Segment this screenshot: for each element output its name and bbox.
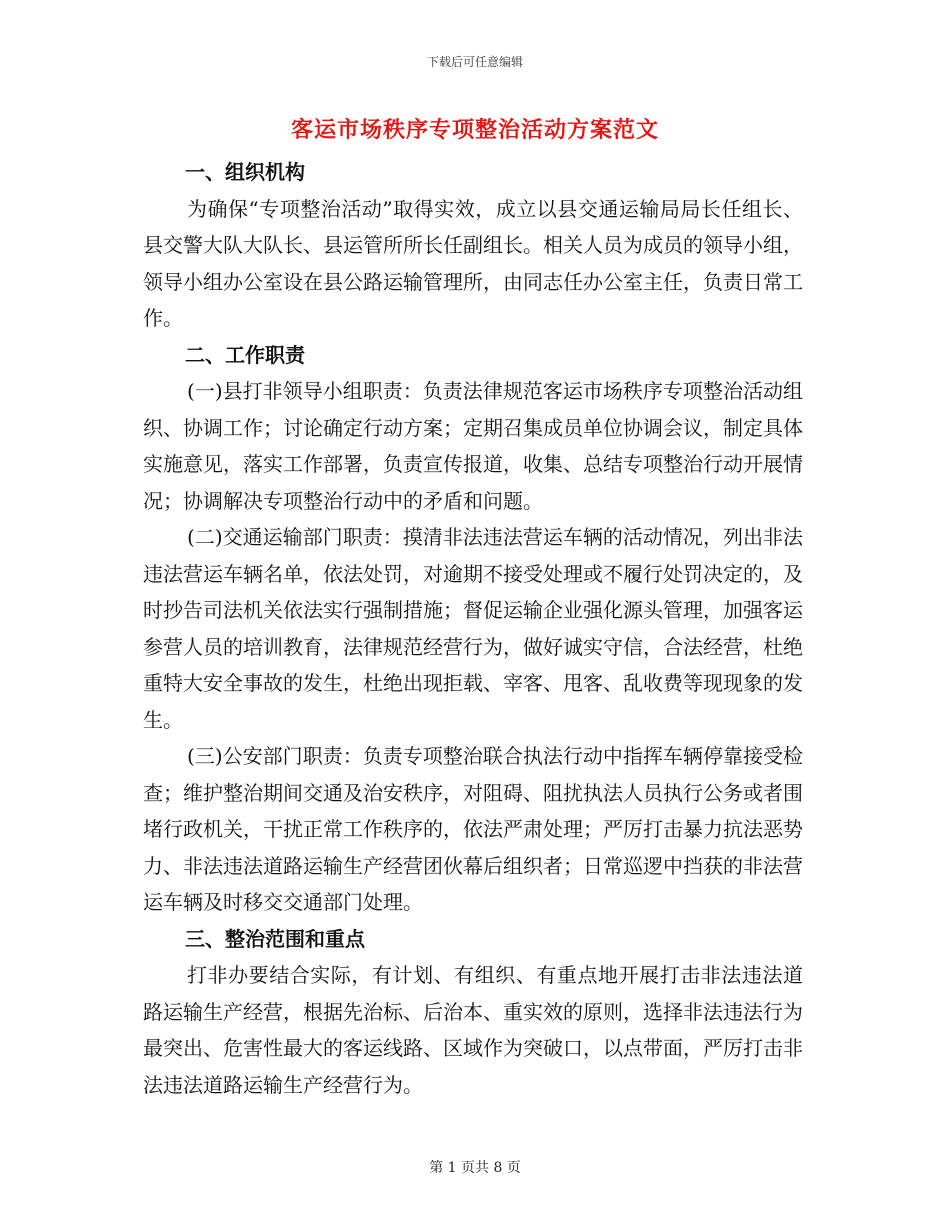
- paragraph-duty-police: (三)公安部门职责：负责专项整治联合执法行动中指挥车辆停靠接受检查；维护整治期间交通及治安秩序，对阻碍、阻扰执法人员执行公务或者围堵行政机关，干扰正常工作秩序的，依法严肃处理；严厉打击暴力抗法恶势力、非法违法道路运输生产经营团伙幕后组织者；日常巡逻中挡获的非法营运车辆及时移交交通部门处理。: [143, 744, 803, 914]
- document-body: [143, 154, 803, 1103]
- section-heading-organization: 一、组织机构: [185, 160, 305, 184]
- header-note: 下载后可任意编辑: [426, 55, 523, 69]
- paragraph-organization: 为确保“专项整治活动”取得实效，成立以县交通运输局局长任组长、县交警大队大队长、县运管所所长任副组长。相关人员为成员的领导小组，领导小组办公室设在县公路运输管理所，由同志任办公室主任，负责日常工作。: [143, 196, 803, 330]
- document-title: 客运市场秩序专项整治活动方案范文: [290, 118, 659, 143]
- section-heading-duties: 二、工作职责: [185, 342, 305, 367]
- paragraph-duty-transport: (二)交通运输部门职责：摸清非法违法营运车辆的活动情况，列出非法违法营运车辆名单，依法处罚，对逾期不接受处理或不履行处罚决定的，及时抄告司法机关依法实行强制措施；督促运输企业强化源头管理，加强客运参营人员的培训教育，法律规范经营行为，做好诚实守信，合法经营，杜绝重特大安全事故的发生，杜绝出现拒载、宰客、甩客、乱收费等现现象的发生。: [143, 525, 803, 732]
- paragraph-scope: 打非办要结合实际，有计划、有组织、有重点地开展打击非法违法道路运输生产经营，根据先治标、后治本、重实效的原则，选择非法违法行为最突出、危害性最大的客运线路、区域作为突破口，以点带面，严厉打击非法违法道路运输生产经营行为。: [143, 963, 803, 1097]
- section-heading-scope: 三、整治范围和重点: [185, 926, 365, 951]
- paragraph-duty-leadership: (一)县打非领导小组职责：负责法律规范客运市场秩序专项整治活动组织、协调工作；讨论确定行动方案；定期召集成员单位协调会议，制定具体实施意见，落实工作部署，负责宣传报道，收集、总结专项整治行动开展情况；协调解决专项整治行动中的矛盾和问题。: [143, 379, 803, 513]
- page-number-footer: 第 1 页共 8 页: [429, 1160, 521, 1176]
